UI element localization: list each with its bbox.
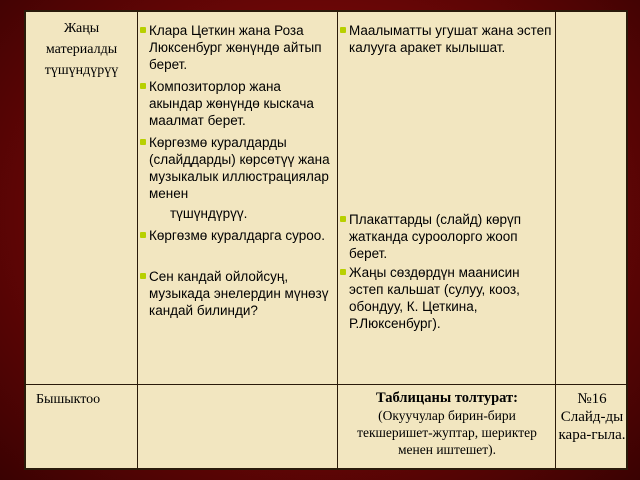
student-item-3: Жаңы сөздөрдүн маанисин эстеп кальшат (сулуу, кооз, обондуу, К. Цеткина, Р.Люксенбург). — [340, 264, 552, 332]
col-divider-1 — [137, 12, 138, 468]
row2-label-cell — [36, 392, 136, 422]
row-divider — [26, 384, 626, 385]
row2-student-cell — [344, 390, 550, 470]
col-divider-2 — [337, 12, 338, 468]
teacher-item-4: Көргөзмө куралдарга суроо. — [140, 227, 335, 244]
teacher-item-5: Сен кандай ойлойсуң, музыкада энелердин мүнөзү кандай билинди? — [140, 268, 335, 319]
row1-label-cell — [26, 12, 137, 384]
student-item-1: Маалыматты угушат жана эстеп калууга аракет кылышат. — [340, 22, 552, 56]
lesson-table — [24, 10, 628, 470]
teacher-item-1: Клара Цеткин жана Роза Люксенбург жөнүндө айтып берет. — [140, 22, 335, 73]
student-activity-cell — [340, 22, 552, 382]
row2-title: Таблицаны толтурат: — [375, 390, 519, 406]
student-item-2: Плакаттарды (слайд) көрүп жатканда суроолорго жооп берет. — [340, 211, 552, 262]
row1-label: Жаңы материалды түшүндүрүү — [44, 21, 119, 78]
slide-reference: №16 Слайд-ды кара-гыла. — [558, 391, 626, 443]
teacher-activity-cell — [140, 22, 335, 382]
teacher-item-3-cont: түшүндүрүү. — [170, 206, 248, 221]
row2-label: Бышыктоо — [36, 392, 101, 407]
row2-slide-cell — [558, 390, 626, 470]
row2-text: (Окуучулар бирин-бири текшеришет-жуптар, шериктер менен иштешет). — [357, 408, 537, 457]
teacher-item-3: Көргөзмө куралдарды (слайддарды) көрсөтүү жана музыкалык иллюстрациялар менен — [140, 134, 335, 202]
col-divider-3 — [555, 12, 556, 468]
teacher-item-2: Композиторлор жана акындар жөнүндө кыскача маалмат берет. — [140, 78, 335, 129]
